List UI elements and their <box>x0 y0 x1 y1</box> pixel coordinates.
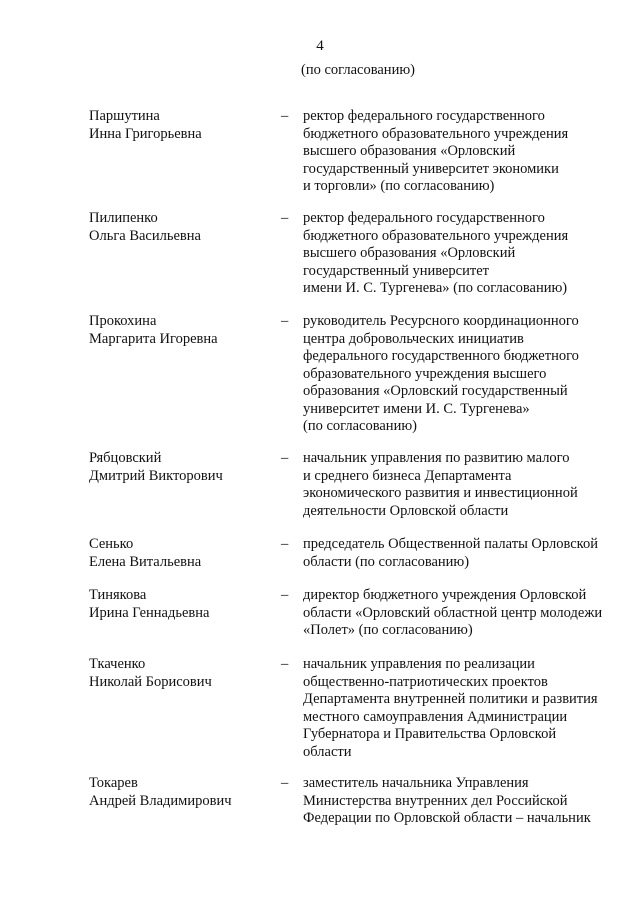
page-number: 4 <box>316 38 324 54</box>
person-name: Паршутина Инна Григорьевна <box>89 108 202 142</box>
person-role: руководитель Ресурсного координационного центра добровольческих инициатив федерального государственного бюджетного образовательного учреждения высшего образования «Орловский государственный университет имени И. С. Тургенева» (по согласованию) <box>303 313 579 434</box>
dash: – <box>281 775 289 791</box>
person-name: Пилипенко Ольга Васильевна <box>89 210 201 244</box>
person-name: Тинякова Ирина Геннадьевна <box>89 587 210 621</box>
person-role: начальник управления по развитию малого и среднего бизнеса Департамента экономического развития и инвестиционной деятельности Орловской области <box>303 450 578 519</box>
dash: – <box>281 536 289 552</box>
dash: – <box>281 450 289 466</box>
person-role: ректор федерального государственного бюджетного образовательного учреждения высшего образования «Орловский государственный университет экономики и торговли» (по согласованию) <box>303 108 569 194</box>
dash: – <box>281 108 289 124</box>
person-name: Прокохина Маргарита Игоревна <box>89 313 218 347</box>
person-role: ректор федерального государственного бюджетного образовательного учреждения высшего образования «Орловский государственный университет имени И. С. Тургенева» (по согласованию) <box>303 210 569 296</box>
person-role: председатель Общественной палаты Орловской области (по согласованию) <box>303 536 598 570</box>
dash: – <box>281 656 289 672</box>
person-name: Токарев Андрей Владимирович <box>89 775 232 809</box>
person-role: заместитель начальника Управления Министерства внутренних дел Российской Федерации по Орловской области – начальник <box>303 775 591 826</box>
person-name: Ткаченко Николай Борисович <box>89 656 212 690</box>
person-name: Сенько Елена Витальевна <box>89 536 202 570</box>
person-role: директор бюджетного учреждения Орловской области «Орловский областной центр молодежи «Полет» (по согласованию) <box>303 587 603 638</box>
dash: – <box>281 210 289 226</box>
dash: – <box>281 313 289 329</box>
header-note: (по согласованию) <box>301 62 415 78</box>
person-name: Рябцовский Дмитрий Викторович <box>89 450 223 484</box>
dash: – <box>281 587 289 603</box>
person-role: начальник управления по реализации общественно-патриотических проектов Департамента внутренней политики и развития местного самоуправления Администрации Губернатора и Правительства Орловской области <box>303 656 598 760</box>
